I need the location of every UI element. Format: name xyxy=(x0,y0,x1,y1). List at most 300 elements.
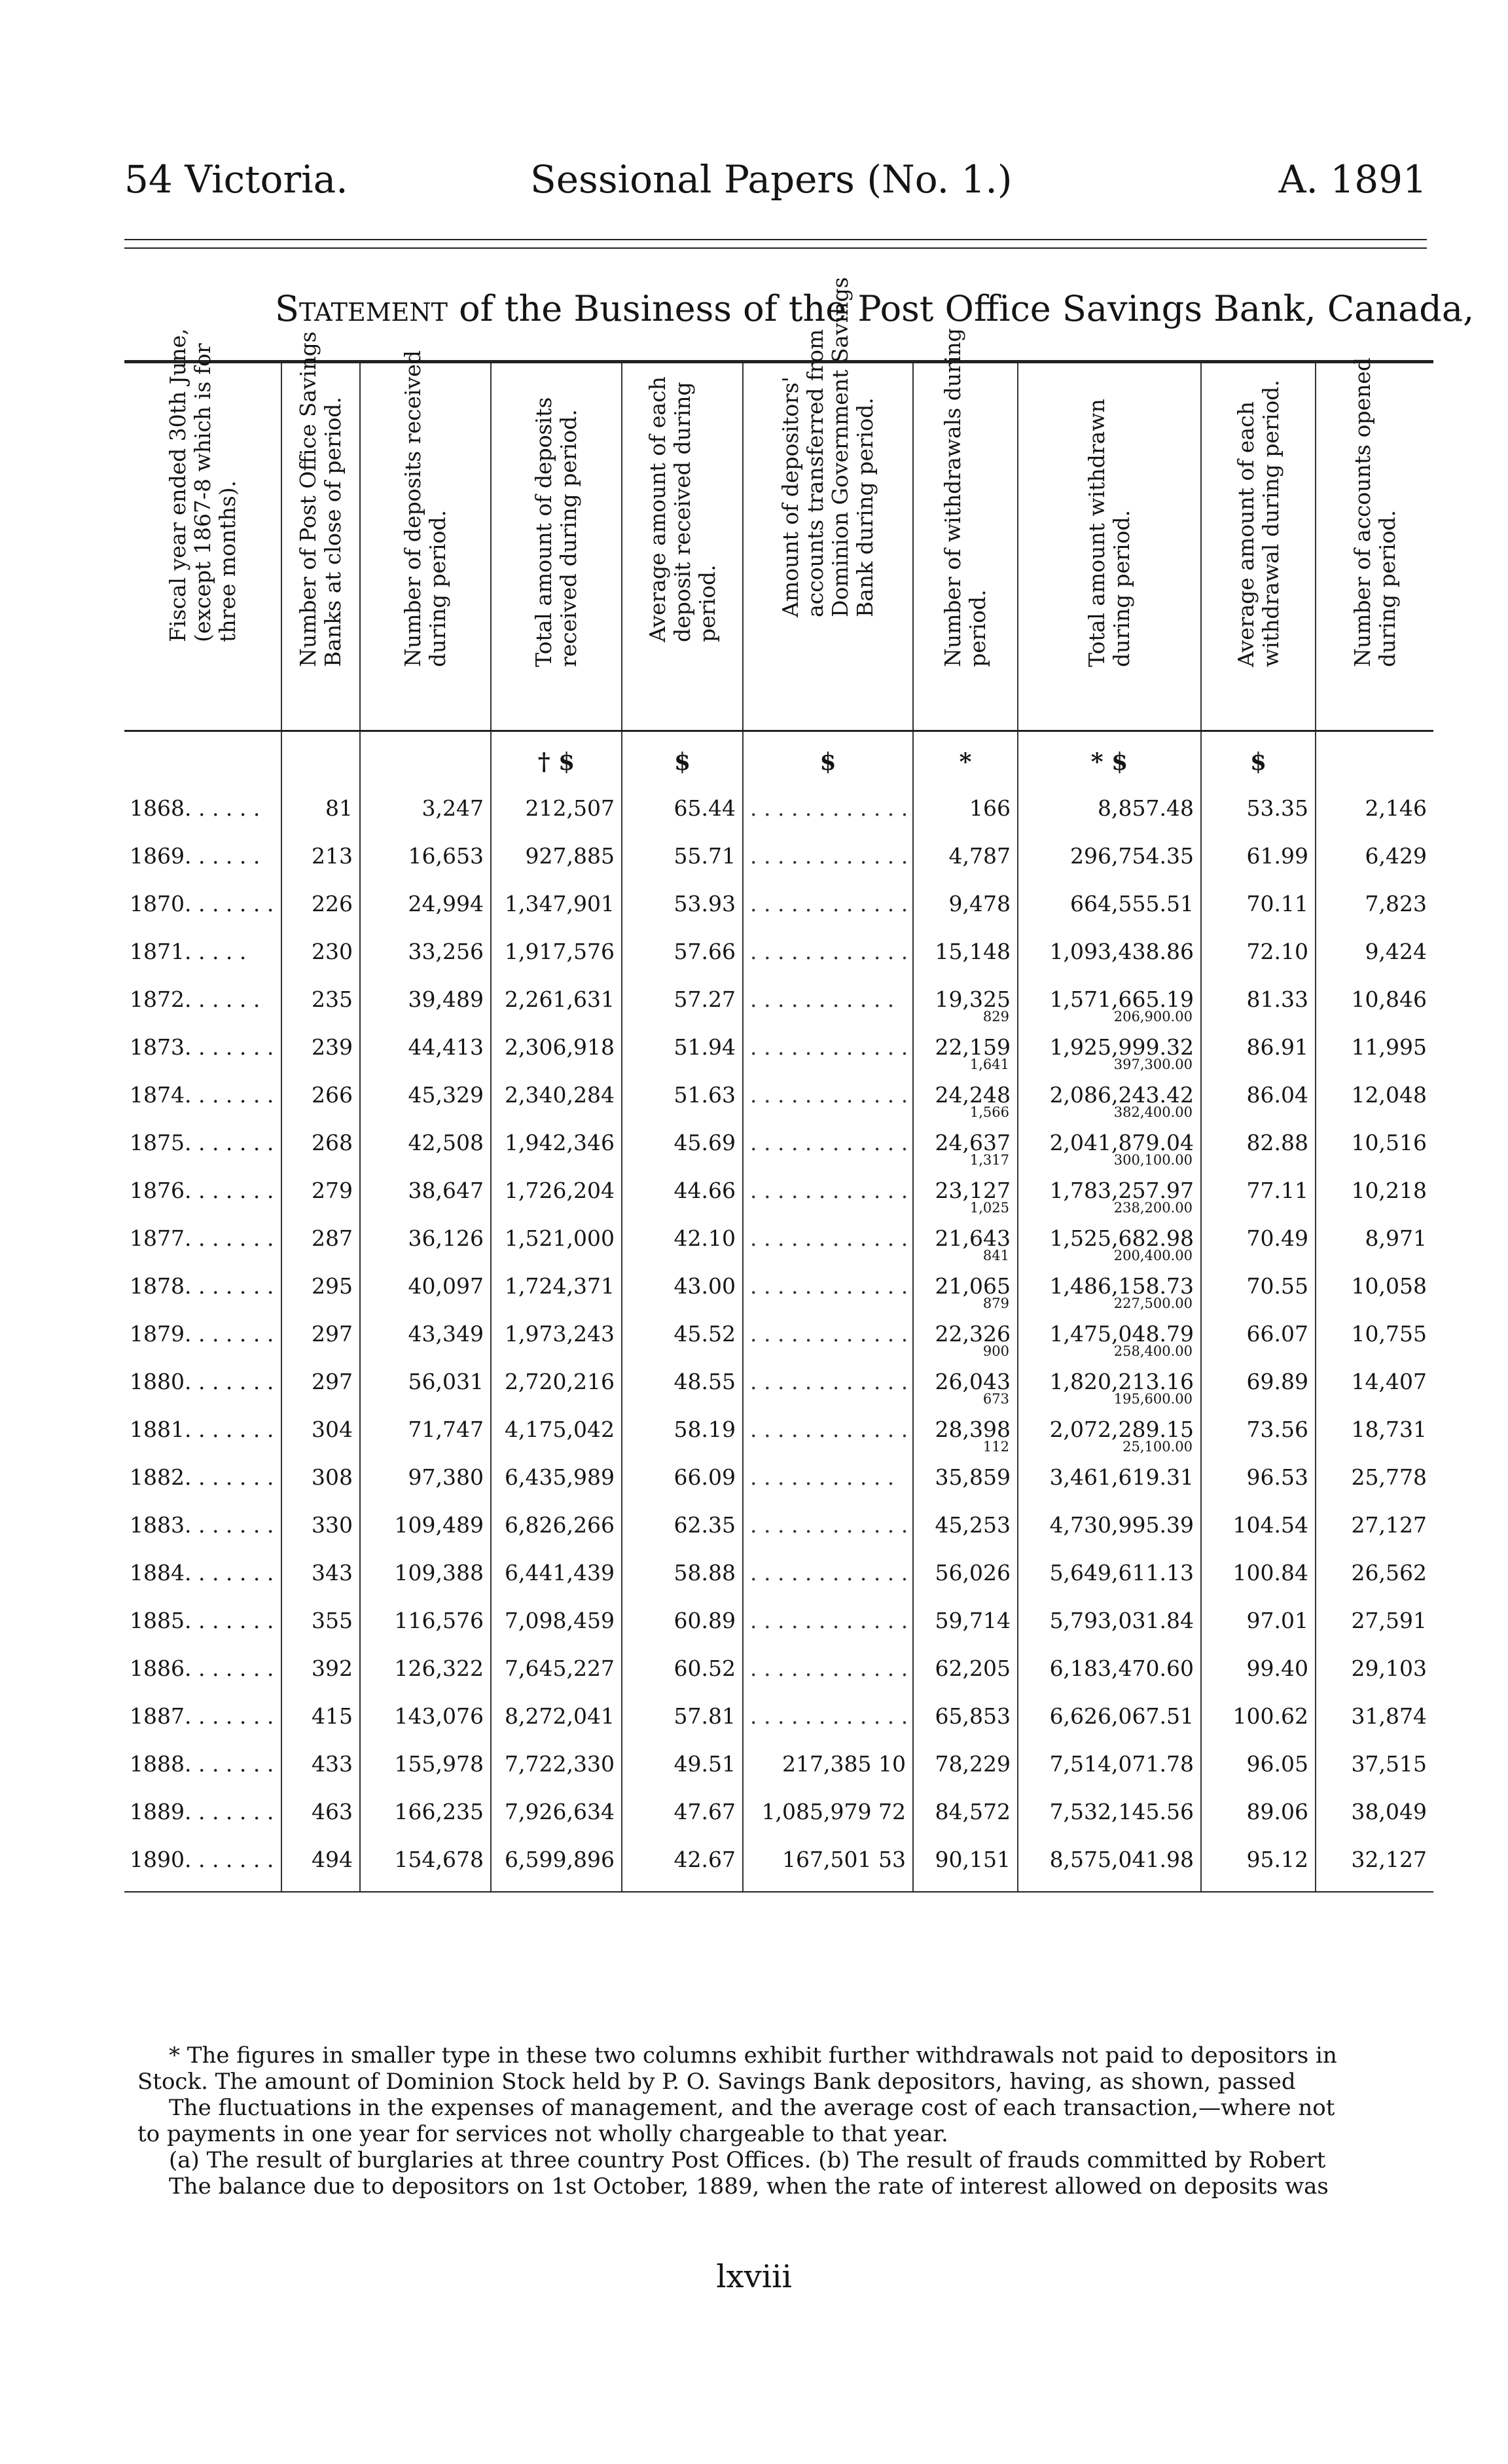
transferred-cell-value: . . . . . . . . . . . . xyxy=(750,1608,908,1633)
offices-cell xyxy=(281,1748,360,1796)
accounts-opened-cell-value: 25,778 xyxy=(1351,1464,1427,1490)
average-withdrawal-cell-value: 77.11 xyxy=(1246,1178,1308,1203)
transferred-cell xyxy=(743,1031,913,1079)
total-deposits-cell-value: 4,175,042 xyxy=(505,1417,615,1442)
average-withdrawal-cell xyxy=(1201,1796,1316,1843)
total-withdrawn-cell xyxy=(1018,1270,1201,1318)
deposits-cell xyxy=(360,1174,491,1222)
accounts-opened-cell-value: 10,218 xyxy=(1351,1178,1427,1203)
average-withdrawal-cell xyxy=(1201,840,1316,888)
average-withdrawal-cell-value: 73.56 xyxy=(1246,1417,1308,1442)
stock-withdrawal-note: 195,600.00 xyxy=(1113,1391,1193,1407)
total-deposits-cell xyxy=(491,1461,622,1509)
offices-cell-value: 415 xyxy=(312,1703,353,1729)
transferred-cell-value: . . . . . . . . . . . . xyxy=(750,1273,908,1299)
total-deposits-cell-value: 1,726,204 xyxy=(505,1178,615,1203)
transferred-cell-value: . . . . . . . . . . . . xyxy=(750,1034,908,1060)
average-deposit-cell-value: 42.67 xyxy=(673,1847,736,1872)
stock-withdrawal-note: 200,400.00 xyxy=(1113,1248,1193,1263)
total-deposits-cell xyxy=(491,1413,622,1461)
transferred-cell-value: . . . . . . . . . . . . xyxy=(750,843,908,869)
deposits-cell xyxy=(360,1509,491,1557)
total-withdrawn-cell xyxy=(1018,1222,1201,1270)
table-row xyxy=(124,1318,1433,1366)
withdrawals-cell xyxy=(913,1079,1018,1127)
deposits-cell-value: 109,388 xyxy=(394,1560,484,1585)
withdrawals-cell-value: 19,325 xyxy=(935,987,1011,1012)
year-cell xyxy=(124,840,281,888)
transferred-cell xyxy=(743,983,913,1031)
transferred-cell xyxy=(743,1509,913,1557)
year-cell xyxy=(124,1031,281,1079)
year-cell-value: 1868. . . . . . xyxy=(130,795,260,821)
offices-cell xyxy=(281,1031,360,1079)
offices-cell xyxy=(281,792,360,840)
withdrawals-cell xyxy=(913,1748,1018,1796)
deposits-cell-value: 40,097 xyxy=(408,1273,484,1299)
footnote-line: The balance due to depositors on 1st October, 1889, when the rate of interest allowed on deposits was xyxy=(169,2173,1329,2200)
stock-withdrawal-note: 879 xyxy=(982,1295,1009,1311)
withdrawals-cell xyxy=(913,1413,1018,1461)
running-head xyxy=(124,157,1427,209)
year-cell xyxy=(124,1270,281,1318)
total-deposits-cell xyxy=(491,1652,622,1700)
transferred-cell-value: . . . . . . . . . . . xyxy=(750,987,895,1012)
offices-cell-value: 239 xyxy=(312,1034,353,1060)
accounts-opened-cell xyxy=(1316,1127,1433,1174)
withdrawals-cell-value: 21,643 xyxy=(935,1225,1011,1251)
transferred-cell xyxy=(743,1748,913,1796)
top-rule-second xyxy=(124,247,1427,249)
withdrawals-cell-value: 24,637 xyxy=(935,1130,1011,1155)
average-deposit-cell-value: 65.44 xyxy=(673,795,736,821)
withdrawals-cell xyxy=(913,1031,1018,1079)
total-deposits-cell xyxy=(491,1270,622,1318)
column-header: Number of Post Office Savings Banks at close of period. xyxy=(281,362,360,731)
average-withdrawal-cell xyxy=(1201,1700,1316,1748)
average-deposit-cell-value: 58.88 xyxy=(673,1560,736,1585)
transferred-cell xyxy=(743,1222,913,1270)
withdrawals-cell-value: 62,205 xyxy=(935,1656,1011,1681)
offices-cell-value: 213 xyxy=(312,843,353,869)
transferred-cell xyxy=(743,1461,913,1509)
stock-withdrawal-note: 1,317 xyxy=(969,1152,1009,1168)
accounts-opened-cell xyxy=(1316,888,1433,935)
total-deposits-cell-value: 7,645,227 xyxy=(505,1656,615,1681)
total-deposits-cell xyxy=(491,888,622,935)
deposits-cell-value: 43,349 xyxy=(408,1321,484,1347)
accounts-opened-cell xyxy=(1316,1031,1433,1079)
average-deposit-cell xyxy=(622,1652,743,1700)
transferred-cell-value: . . . . . . . . . . . . xyxy=(750,1512,908,1538)
year-cell-value: 1888. . . . . . . xyxy=(130,1751,274,1777)
offices-cell xyxy=(281,1843,360,1892)
average-withdrawal-cell-value: 61.99 xyxy=(1246,843,1308,869)
offices-cell xyxy=(281,1796,360,1843)
deposits-cell xyxy=(360,1461,491,1509)
average-withdrawal-cell xyxy=(1201,935,1316,983)
deposits-cell-value: 154,678 xyxy=(394,1847,484,1872)
offices-cell-value: 81 xyxy=(325,795,353,821)
transferred-cell-value: . . . . . . . . . . . . xyxy=(750,1417,908,1442)
unit-cell: $ xyxy=(1201,731,1316,793)
stock-withdrawal-note: 1,641 xyxy=(969,1057,1009,1072)
offices-cell xyxy=(281,1079,360,1127)
accounts-opened-cell xyxy=(1316,1270,1433,1318)
withdrawals-cell-value: 15,148 xyxy=(935,939,1011,964)
total-deposits-cell xyxy=(491,983,622,1031)
average-deposit-cell xyxy=(622,1318,743,1366)
running-head-left: 54 Victoria. xyxy=(124,157,348,202)
unit-cell: $ xyxy=(622,731,743,793)
withdrawals-cell xyxy=(913,792,1018,840)
deposits-cell xyxy=(360,1366,491,1413)
transferred-cell xyxy=(743,1413,913,1461)
footnote-line: to payments in one year for services not wholly chargeable to that year. xyxy=(137,2121,948,2147)
units-row xyxy=(124,731,1433,793)
total-deposits-cell-value: 6,435,989 xyxy=(505,1464,615,1490)
running-head-right: A. 1891 xyxy=(1278,157,1427,202)
transferred-cell xyxy=(743,1318,913,1366)
total-deposits-cell xyxy=(491,1509,622,1557)
offices-cell xyxy=(281,1557,360,1604)
average-deposit-cell xyxy=(622,792,743,840)
accounts-opened-cell xyxy=(1316,1652,1433,1700)
table-row xyxy=(124,1652,1433,1700)
deposits-cell xyxy=(360,1843,491,1892)
total-deposits-cell xyxy=(491,1318,622,1366)
accounts-opened-cell xyxy=(1316,983,1433,1031)
average-withdrawal-cell xyxy=(1201,1174,1316,1222)
withdrawals-cell xyxy=(913,1366,1018,1413)
transferred-cell-value: . . . . . . . . . . . . xyxy=(750,1703,908,1729)
transferred-cell-value: . . . . . . . . . . . . xyxy=(750,795,908,821)
average-withdrawal-cell-value: 86.04 xyxy=(1246,1082,1308,1108)
total-deposits-cell xyxy=(491,935,622,983)
accounts-opened-cell-value: 10,516 xyxy=(1351,1130,1427,1155)
transferred-cell-value: . . . . . . . . . . . . xyxy=(750,1225,908,1251)
offices-cell-value: 235 xyxy=(312,987,353,1012)
average-deposit-cell-value: 55.71 xyxy=(673,843,736,869)
total-withdrawn-cell xyxy=(1018,1079,1201,1127)
total-deposits-cell-value: 2,340,284 xyxy=(505,1082,615,1108)
offices-cell-value: 230 xyxy=(312,939,353,964)
stock-withdrawal-note: 112 xyxy=(982,1439,1009,1455)
average-deposit-cell-value: 57.81 xyxy=(673,1703,736,1729)
year-cell-value: 1884. . . . . . . xyxy=(130,1560,274,1585)
total-withdrawn-cell-value: 1,925,999.32 xyxy=(1049,1034,1194,1060)
withdrawals-cell-value: 24,248 xyxy=(935,1082,1011,1108)
total-withdrawn-cell xyxy=(1018,1796,1201,1843)
transferred-cell-value: 1,085,979 72 xyxy=(761,1799,906,1824)
average-deposit-cell-value: 51.63 xyxy=(673,1082,736,1108)
year-cell xyxy=(124,888,281,935)
total-withdrawn-cell xyxy=(1018,1748,1201,1796)
top-rule xyxy=(124,239,1427,240)
average-deposit-cell xyxy=(622,1127,743,1174)
average-deposit-cell xyxy=(622,1413,743,1461)
table-row xyxy=(124,1509,1433,1557)
year-cell-value: 1882. . . . . . . xyxy=(130,1464,274,1490)
table-row xyxy=(124,1222,1433,1270)
transferred-cell xyxy=(743,1127,913,1174)
total-withdrawn-cell-value: 7,514,071.78 xyxy=(1049,1751,1194,1777)
table-row xyxy=(124,1843,1433,1892)
unit-cell: † $ xyxy=(491,731,622,793)
total-withdrawn-cell-value: 1,486,158.73 xyxy=(1049,1273,1194,1299)
transferred-cell-value: . . . . . . . . . . . . xyxy=(750,1321,908,1347)
year-cell-value: 1874. . . . . . . xyxy=(130,1082,274,1108)
average-withdrawal-cell xyxy=(1201,1318,1316,1366)
column-header: Amount of depositors' accounts transferred from Dominion Government Savings Bank during period. xyxy=(743,362,913,731)
average-deposit-cell-value: 57.66 xyxy=(673,939,736,964)
total-deposits-cell-value: 212,507 xyxy=(525,795,615,821)
table-row xyxy=(124,983,1433,1031)
offices-cell-value: 343 xyxy=(312,1560,353,1585)
column-header: Average amount of each withdrawal during period. xyxy=(1201,362,1316,731)
deposits-cell xyxy=(360,1748,491,1796)
total-deposits-cell-value: 1,942,346 xyxy=(505,1130,615,1155)
total-deposits-cell-value: 927,885 xyxy=(525,843,615,869)
average-withdrawal-cell xyxy=(1201,1748,1316,1796)
year-cell xyxy=(124,1461,281,1509)
total-deposits-cell xyxy=(491,1366,622,1413)
average-withdrawal-cell xyxy=(1201,1366,1316,1413)
page-folio: lxviii xyxy=(716,2258,792,2295)
total-withdrawn-cell-value: 6,183,470.60 xyxy=(1049,1656,1194,1681)
transferred-cell-value: . . . . . . . . . . . . xyxy=(750,1656,908,1681)
withdrawals-cell xyxy=(913,1174,1018,1222)
transferred-cell-value: . . . . . . . . . . . . xyxy=(750,939,908,964)
column-header: Average amount of each deposit received during period. xyxy=(622,362,743,731)
transferred-cell-value: . . . . . . . . . . . . xyxy=(750,1178,908,1203)
offices-cell-value: 297 xyxy=(312,1321,353,1347)
table-row xyxy=(124,1413,1433,1461)
average-deposit-cell-value: 58.19 xyxy=(673,1417,736,1442)
withdrawals-cell xyxy=(913,840,1018,888)
average-deposit-cell-value: 62.35 xyxy=(673,1512,736,1538)
total-withdrawn-cell-value: 7,532,145.56 xyxy=(1049,1799,1194,1824)
transferred-cell xyxy=(743,1079,913,1127)
average-withdrawal-cell xyxy=(1201,1079,1316,1127)
offices-cell xyxy=(281,1127,360,1174)
accounts-opened-cell-value: 14,407 xyxy=(1351,1369,1427,1394)
unit-cell xyxy=(281,731,360,793)
year-cell xyxy=(124,1700,281,1748)
average-deposit-cell xyxy=(622,1557,743,1604)
withdrawals-cell xyxy=(913,1461,1018,1509)
unit-cell xyxy=(360,731,491,793)
accounts-opened-cell-value: 9,424 xyxy=(1365,939,1427,964)
withdrawals-cell xyxy=(913,1700,1018,1748)
column-header: Number of deposits received during period. xyxy=(360,362,491,731)
accounts-opened-cell xyxy=(1316,1413,1433,1461)
withdrawals-cell-value: 166 xyxy=(969,795,1011,821)
unit-cell: * $ xyxy=(1018,731,1201,793)
total-withdrawn-cell-value: 8,857.48 xyxy=(1098,795,1194,821)
withdrawals-cell xyxy=(913,1604,1018,1652)
deposits-cell-value: 44,413 xyxy=(408,1034,484,1060)
average-deposit-cell xyxy=(622,1366,743,1413)
deposits-cell xyxy=(360,1604,491,1652)
statement-title-rest: of the Business of the Post Office Savings Bank, Canada, xyxy=(447,288,1475,329)
year-cell xyxy=(124,1413,281,1461)
accounts-opened-cell xyxy=(1316,1222,1433,1270)
total-deposits-cell-value: 1,724,371 xyxy=(505,1273,615,1299)
deposits-cell xyxy=(360,1700,491,1748)
deposits-cell-value: 143,076 xyxy=(394,1703,484,1729)
total-deposits-cell-value: 1,973,243 xyxy=(505,1321,615,1347)
average-deposit-cell xyxy=(622,983,743,1031)
accounts-opened-cell xyxy=(1316,792,1433,840)
total-withdrawn-cell-value: 1,475,048.79 xyxy=(1049,1321,1194,1347)
year-cell xyxy=(124,1652,281,1700)
total-withdrawn-cell-value: 1,525,682.98 xyxy=(1049,1225,1194,1251)
average-deposit-cell xyxy=(622,1461,743,1509)
unit-cell xyxy=(124,731,281,793)
average-deposit-cell-value: 45.52 xyxy=(673,1321,736,1347)
average-deposit-cell xyxy=(622,840,743,888)
deposits-cell xyxy=(360,792,491,840)
total-withdrawn-cell-value: 1,571,665.19 xyxy=(1049,987,1194,1012)
total-deposits-cell xyxy=(491,1127,622,1174)
average-deposit-cell-value: 51.94 xyxy=(673,1034,736,1060)
withdrawals-cell xyxy=(913,983,1018,1031)
offices-cell-value: 279 xyxy=(312,1178,353,1203)
total-withdrawn-cell-value: 2,041,879.04 xyxy=(1049,1130,1194,1155)
average-withdrawal-cell xyxy=(1201,1413,1316,1461)
average-deposit-cell-value: 66.09 xyxy=(673,1464,736,1490)
year-cell xyxy=(124,1843,281,1892)
total-deposits-cell-value: 7,926,634 xyxy=(505,1799,615,1824)
year-cell xyxy=(124,1748,281,1796)
deposits-cell-value: 3,247 xyxy=(422,795,484,821)
offices-cell-value: 494 xyxy=(312,1847,353,1872)
accounts-opened-cell xyxy=(1316,1509,1433,1557)
year-cell-value: 1886. . . . . . . xyxy=(130,1656,274,1681)
deposits-cell-value: 39,489 xyxy=(408,987,484,1012)
offices-cell xyxy=(281,983,360,1031)
table-row xyxy=(124,888,1433,935)
accounts-opened-cell-value: 32,127 xyxy=(1351,1847,1427,1872)
year-cell-value: 1873. . . . . . . xyxy=(130,1034,274,1060)
transferred-cell-value: . . . . . . . . . . . . xyxy=(750,1130,908,1155)
average-deposit-cell-value: 57.27 xyxy=(673,987,736,1012)
year-cell xyxy=(124,1174,281,1222)
year-cell xyxy=(124,1366,281,1413)
year-cell-value: 1871. . . . . xyxy=(130,939,247,964)
average-deposit-cell xyxy=(622,888,743,935)
table-row xyxy=(124,1366,1433,1413)
year-cell xyxy=(124,983,281,1031)
transferred-cell-value: . . . . . . . . . . . . xyxy=(750,891,908,916)
withdrawals-cell xyxy=(913,1318,1018,1366)
average-deposit-cell-value: 43.00 xyxy=(673,1273,736,1299)
year-cell xyxy=(124,792,281,840)
average-deposit-cell-value: 48.55 xyxy=(673,1369,736,1394)
accounts-opened-cell-value: 26,562 xyxy=(1351,1560,1427,1585)
accounts-opened-cell-value: 27,127 xyxy=(1351,1512,1427,1538)
total-withdrawn-cell xyxy=(1018,983,1201,1031)
average-deposit-cell-value: 42.10 xyxy=(673,1225,736,1251)
transferred-cell xyxy=(743,1796,913,1843)
year-cell xyxy=(124,1604,281,1652)
average-withdrawal-cell xyxy=(1201,1222,1316,1270)
accounts-opened-cell-value: 29,103 xyxy=(1351,1656,1427,1681)
stock-withdrawal-note: 1,025 xyxy=(969,1200,1009,1216)
footnote-line: Stock. The amount of Dominion Stock held by P. O. Savings Bank depositors, having, as shown, passed xyxy=(137,2069,1296,2095)
offices-cell-value: 355 xyxy=(312,1608,353,1633)
offices-cell xyxy=(281,1700,360,1748)
average-withdrawal-cell xyxy=(1201,1461,1316,1509)
column-header: Total amount withdrawn during period. xyxy=(1018,362,1201,731)
offices-cell xyxy=(281,1413,360,1461)
accounts-opened-cell-value: 10,846 xyxy=(1351,987,1427,1012)
total-deposits-cell xyxy=(491,1174,622,1222)
average-deposit-cell-value: 60.89 xyxy=(673,1608,736,1633)
total-withdrawn-cell xyxy=(1018,1557,1201,1604)
deposits-cell-value: 38,647 xyxy=(408,1178,484,1203)
average-withdrawal-cell-value: 100.62 xyxy=(1232,1703,1308,1729)
deposits-cell xyxy=(360,1127,491,1174)
average-withdrawal-cell-value: 70.55 xyxy=(1246,1273,1308,1299)
transferred-cell-value: . . . . . . . . . . . . xyxy=(750,1082,908,1108)
average-deposit-cell xyxy=(622,1222,743,1270)
deposits-cell-value: 71,747 xyxy=(408,1417,484,1442)
total-deposits-cell xyxy=(491,1222,622,1270)
total-withdrawn-cell-value: 5,649,611.13 xyxy=(1049,1560,1194,1585)
average-deposit-cell xyxy=(622,1604,743,1652)
average-withdrawal-cell-value: 104.54 xyxy=(1232,1512,1308,1538)
average-withdrawal-cell xyxy=(1201,1843,1316,1892)
total-deposits-cell-value: 7,098,459 xyxy=(505,1608,615,1633)
offices-cell xyxy=(281,935,360,983)
withdrawals-cell xyxy=(913,1796,1018,1843)
total-withdrawn-cell-value: 1,783,257.97 xyxy=(1049,1178,1194,1203)
table-row xyxy=(124,1174,1433,1222)
withdrawals-cell-value: 59,714 xyxy=(935,1608,1011,1633)
withdrawals-cell-value: 56,026 xyxy=(935,1560,1011,1585)
withdrawals-cell-value: 9,478 xyxy=(948,891,1011,916)
offices-cell xyxy=(281,888,360,935)
withdrawals-cell xyxy=(913,1222,1018,1270)
deposits-cell xyxy=(360,983,491,1031)
total-deposits-cell xyxy=(491,1079,622,1127)
accounts-opened-cell xyxy=(1316,1366,1433,1413)
offices-cell xyxy=(281,840,360,888)
withdrawals-cell-value: 35,859 xyxy=(935,1464,1011,1490)
stock-withdrawal-note: 227,500.00 xyxy=(1113,1295,1193,1311)
average-withdrawal-cell-value: 66.07 xyxy=(1246,1321,1308,1347)
transferred-cell-value: . . . . . . . . . . . . xyxy=(750,1369,908,1394)
total-withdrawn-cell xyxy=(1018,840,1201,888)
table-row xyxy=(124,840,1433,888)
total-withdrawn-cell-value: 1,093,438.86 xyxy=(1049,939,1194,964)
average-withdrawal-cell-value: 89.06 xyxy=(1246,1799,1308,1824)
withdrawals-cell-value: 45,253 xyxy=(935,1512,1011,1538)
average-withdrawal-cell-value: 99.40 xyxy=(1246,1656,1308,1681)
average-withdrawal-cell-value: 95.12 xyxy=(1246,1847,1308,1872)
total-withdrawn-cell xyxy=(1018,1031,1201,1079)
deposits-cell xyxy=(360,1031,491,1079)
average-withdrawal-cell-value: 96.05 xyxy=(1246,1751,1308,1777)
average-withdrawal-cell-value: 100.84 xyxy=(1232,1560,1308,1585)
column-header: Total amount of deposits received during period. xyxy=(491,362,622,731)
accounts-opened-cell xyxy=(1316,1079,1433,1127)
unit-cell: * xyxy=(913,731,1018,793)
total-withdrawn-cell xyxy=(1018,792,1201,840)
withdrawals-cell-value: 4,787 xyxy=(948,843,1011,869)
